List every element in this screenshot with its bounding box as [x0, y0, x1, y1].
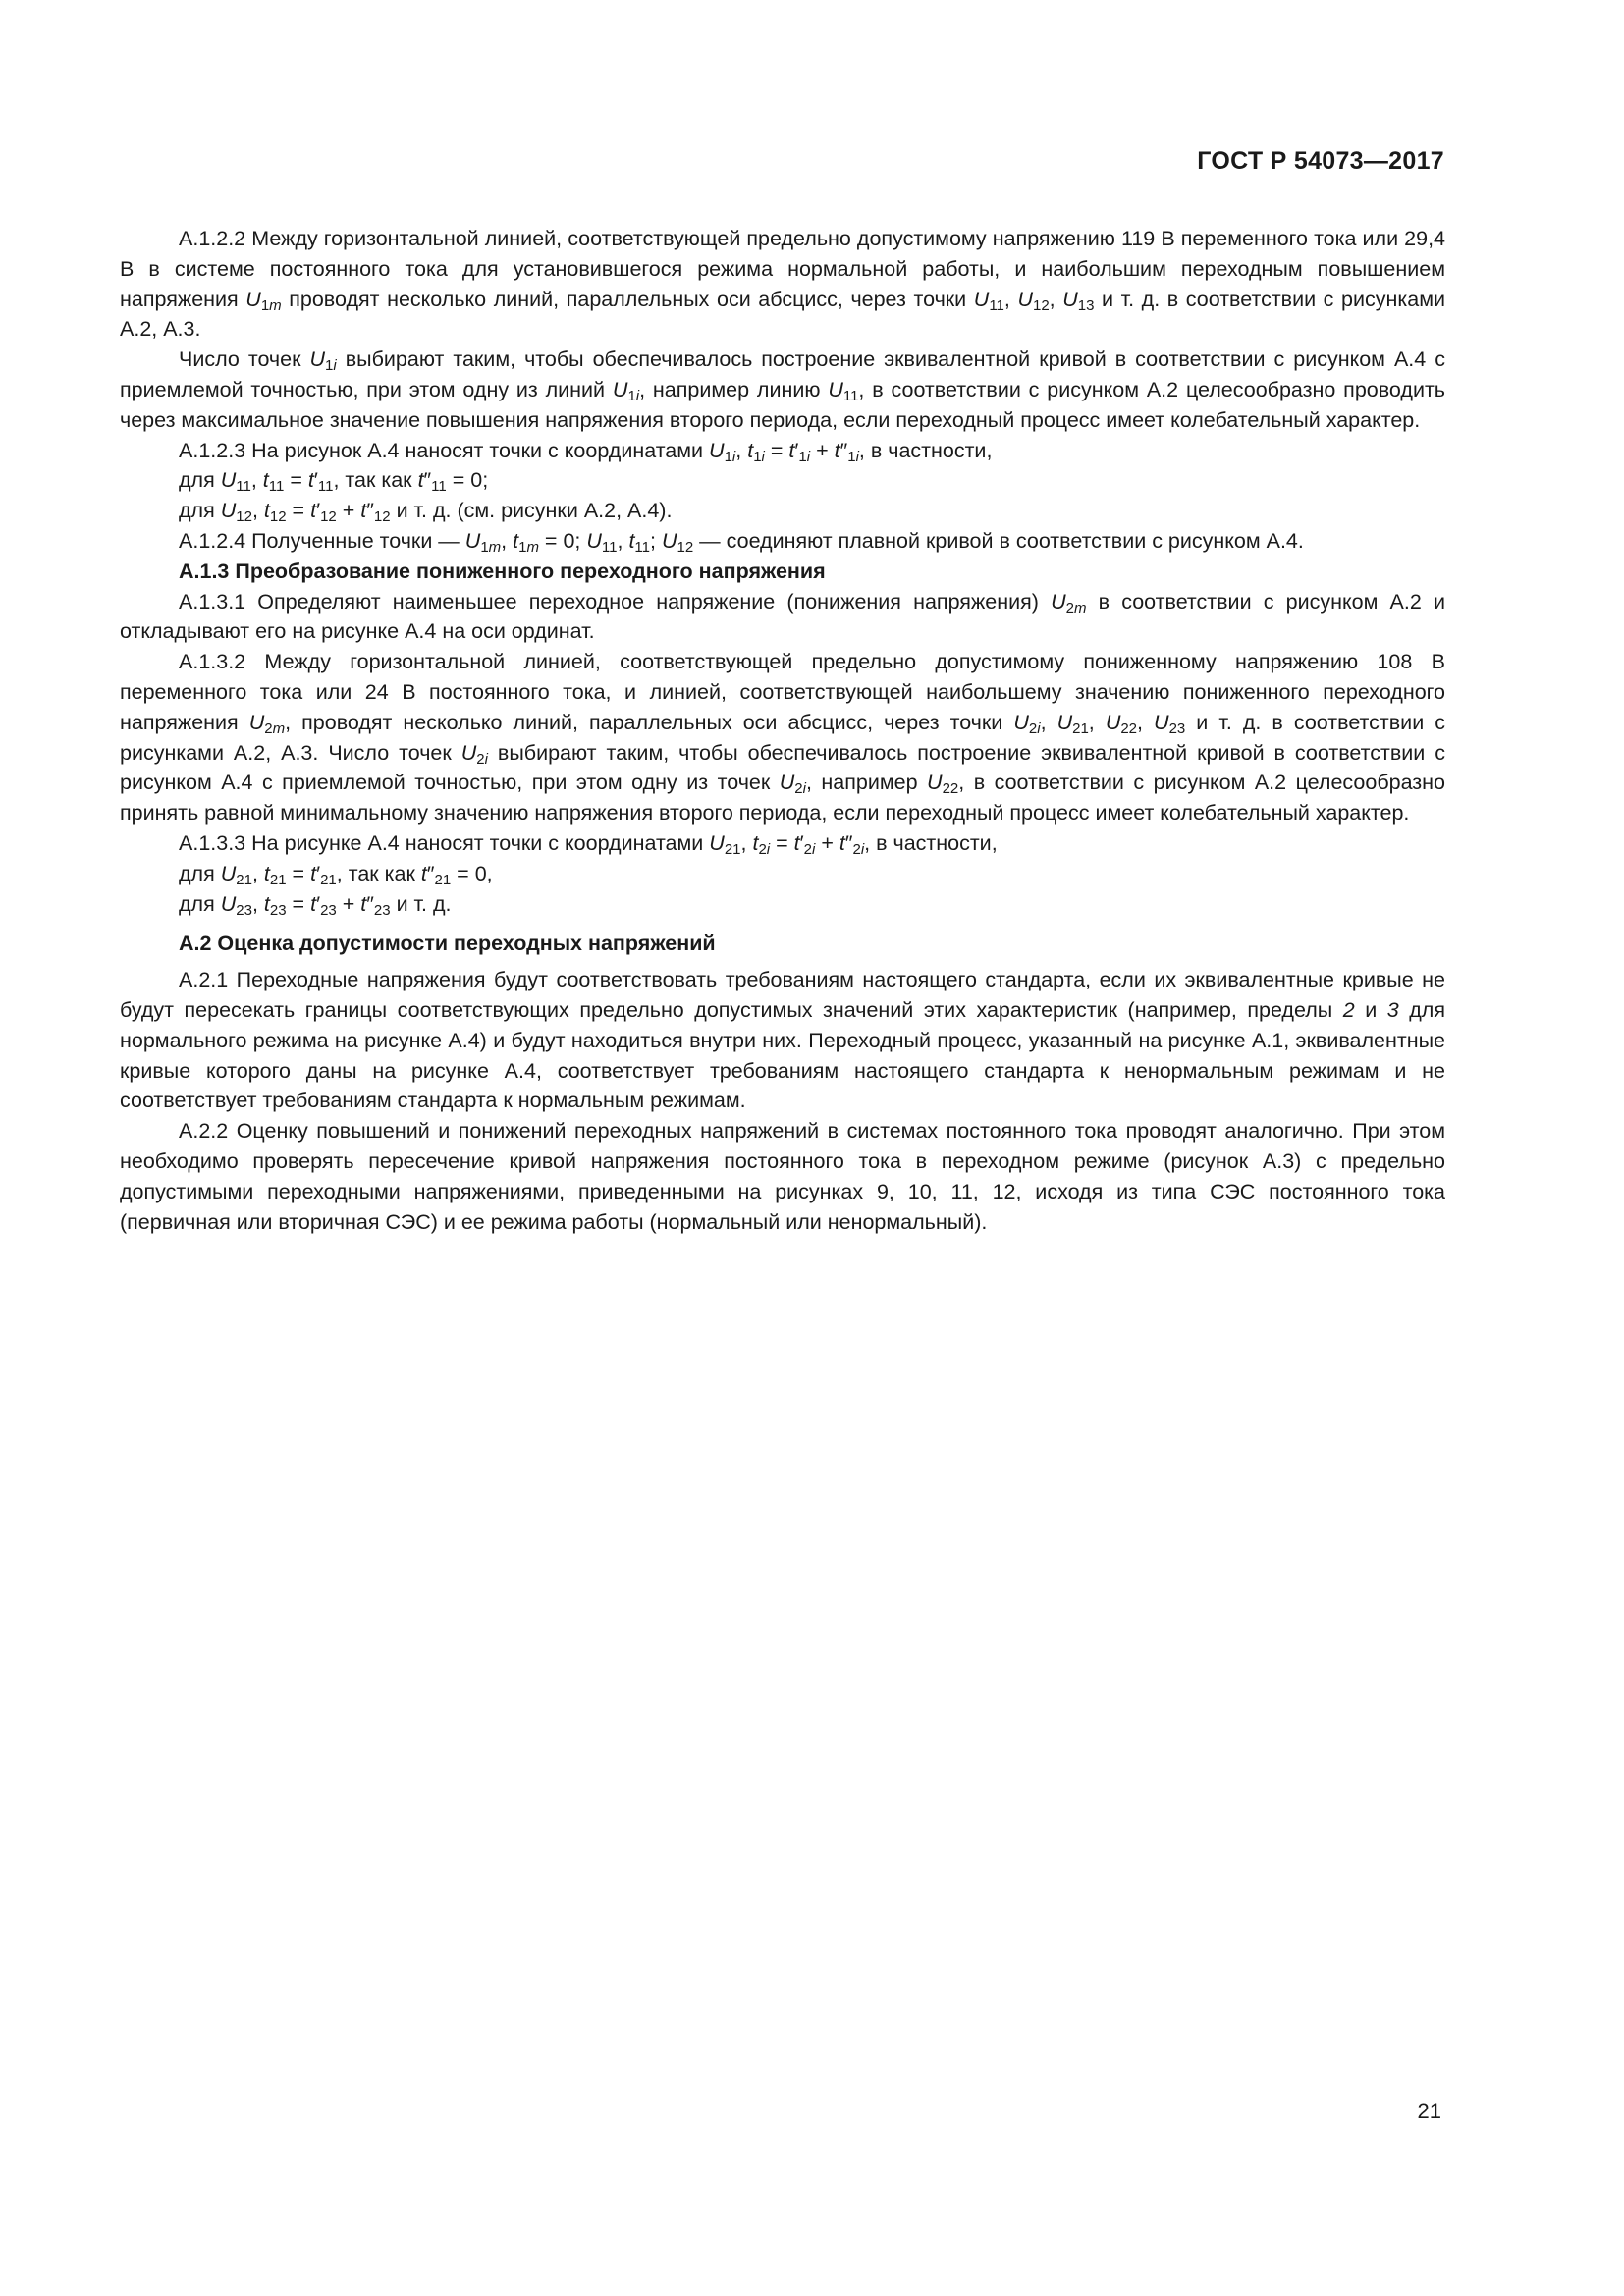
para-a2-1: А.2.1 Переходные напряжения будут соответствовать требованиям настоящего стандарта, если их эквивалентные кривые не будут пересекать границы соответствующих предельно допустимых значений этих характеристик (например, пределы 2 и 3 для нормального режима на рисунке А.4) и будут находиться внутри них. Переходный процесс, указанный на рисунке А.1, эквивалентные кривые которого даны на рисунке А.4, соответствует требованиям настоящего стандарта к ненормальным режимам и не соответствует требованиям стандарта к нормальным режимам.: [120, 968, 1445, 1113]
para-a1-2-2: А.1.2.2 Между горизонтальной линией, соответствующей предельно допустимому напряжению 119 В переменного тока или 29,4 В в системе постоянного тока для установившегося режима нормальной работы, и наибольшим переходным повышением напряжения $U_{1m}$ проводят несколько линий, параллельных оси абсцисс, через точки $U_{11}$, $U_{12}$, $U_{13}$ и т. д. в соответствии с рисунками А.2, А.3.: [120, 227, 1445, 342]
para-a1-3-2: А.1.3.2 Между горизонтальной линией, соответствующей предельно допустимому пониженному напряжению 108 В переменного тока или 24 В постоянного тока, и линией, соответствующей наибольшему значению пониженного переходного напряжения $U_{2m}$, проводят несколько линий, параллельных оси абсцисс, через точки $U_{2i}$, $U_{21}$, $U_{22}$, $U_{23}$ и т. д. в соответствии с рисунками А.2, А.3. Число точек $U_{2i}$ выбирают таким, чтобы обеспечивалось построение эквивалентной кривой в соответствии с рисунком А.4 с приемлемой точностью, при этом одну из точек $U_{2i}$, например $U_{22}$, в соответствии с рисунком А.2 целесообразно принять равной минимальному значению напряжения второго периода, если переходный процесс имеет колебательный характер.: [120, 650, 1445, 826]
para-a1-2-2-points: Число точек $U_{1i}$ выбирают таким, чтобы обеспечивалось построение эквивалентной кривой в соответствии с рисунком А.4 с приемлемой точностью, при этом одну из линий $U_{1i}$, например линию $U_{11}$, в соответствии с рисунком А.2 целесообразно проводить через максимальное значение повышения напряжения второго периода, если переходный процесс имеет колебательный характер.: [120, 347, 1446, 432]
para-a1-2-3: А.1.2.3 На рисунок А.4 наносят точки с координатами $U_{1i}$, $t_{1i} = t'_{1i} + t''_{1i}$, в частности,: [179, 438, 993, 465]
page-content: [120, 224, 1445, 1237]
para-a1-3-3: А.1.3.3 На рисунке А.4 наносят точки с координатами $U_{21}$, $t_{2i} = t'_{2i} + t''_{2i}$, в частности,: [179, 830, 998, 858]
document-id: ГОСТ Р 54073—2017: [1197, 147, 1444, 175]
formula-line-u12: для $U_{12}$, $t_{12} = t'_{12} + t''_{12}$ и т. д. (см. рисунки А.2, А.4).: [179, 499, 673, 526]
heading-a2: А.2 Оценка допустимости переходных напряжений: [179, 932, 716, 956]
formula-line-u21: для $U_{21}$, $t_{21} = t'_{21}$, так как $t''_{21} = 0$,: [179, 861, 493, 888]
heading-a1-3: А.1.3 Преобразование пониженного переходного напряжения: [179, 559, 826, 583]
page-number: 21: [1417, 2099, 1441, 2123]
para-a1-3-1: А.1.3.1 Определяют наименьшее переходное напряжение (понижения напряжения) $U_{2m}$ в соответствии с рисунком А.2 и откладывают его на рисунке А.4 на оси ординат.: [120, 589, 1445, 644]
formula-line-u23: для $U_{23}$, $t_{23} = t'_{23} + t''_{23}$ и т. д.: [179, 891, 452, 919]
formula-line-u11: для $U_{11}$, $t_{11} = t'_{11}$, так как $t''_{11} = 0$;: [179, 468, 489, 496]
para-a1-2-4: А.1.2.4 Полученные точки — $U_{1m}$, $t_{1m} = 0$; $U_{11}$, $t_{11}$; $U_{12}$ — соединяют плавной кривой в соответствии с рисунком А.4.: [179, 528, 1304, 556]
para-a2-2: А.2.2 Оценку повышений и понижений переходных напряжений в системах постоянного тока проводят аналогично. При этом необходимо проверять пересечение кривой напряжения постоянного тока в переходном режиме (рисунок А.3) с предельно допустимыми переходными напряжениями, приведенными на рисунках 9, 10, 11, 12, исходя из типа СЭС постоянного тока (первичная или вторичная СЭС) и ее режима работы (нормальный или ненормальный).: [120, 1119, 1445, 1234]
